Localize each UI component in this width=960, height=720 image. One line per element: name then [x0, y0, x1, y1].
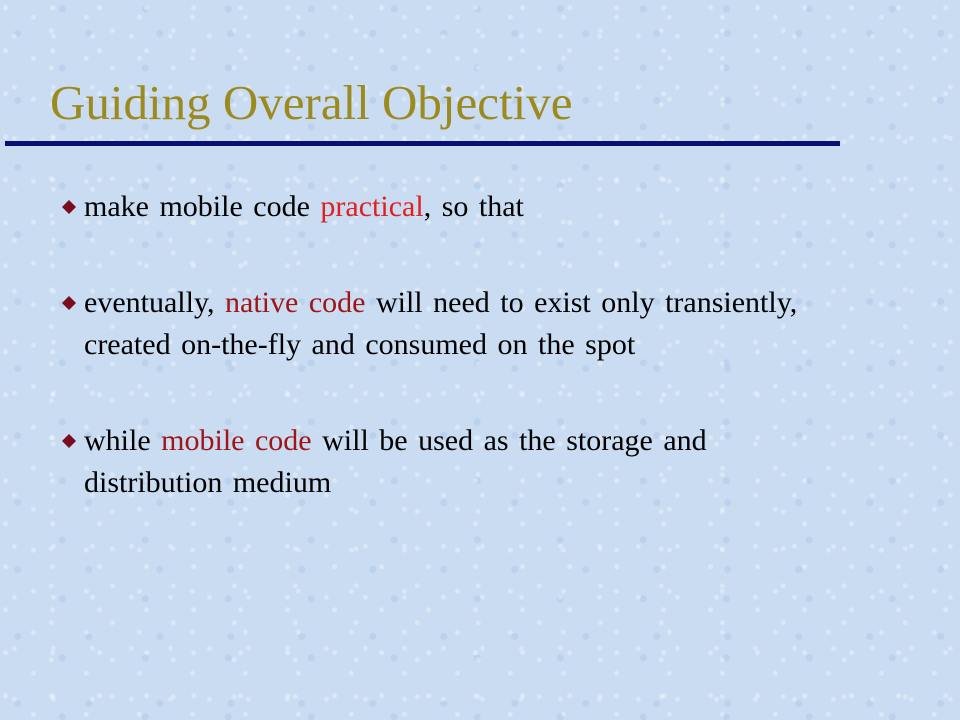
bullet-text: while	[84, 424, 162, 457]
bullet-text: , so that	[423, 190, 524, 223]
bullet-highlight: native code	[225, 286, 366, 319]
diamond-bullet-icon	[62, 296, 76, 310]
bullet-text: will need to exist only transiently, created on-the-fly and consumed on the spot	[84, 286, 798, 361]
bullet-text: make mobile code	[84, 190, 321, 223]
diamond-bullet-icon	[62, 200, 76, 214]
bullet-item	[62, 282, 842, 366]
bullet-list	[62, 186, 842, 504]
bullet-item	[62, 420, 842, 504]
bullet-text: will be used as the storage and distribution medium	[84, 424, 707, 499]
title-underline	[5, 141, 840, 146]
bullet-text: eventually,	[84, 286, 226, 319]
bullet-item	[62, 186, 842, 228]
bullet-highlight: practical	[320, 190, 424, 223]
bullet-highlight: mobile code	[161, 424, 312, 457]
slide-title: Guiding Overall Objective	[50, 75, 573, 130]
diamond-bullet-icon	[62, 434, 76, 448]
